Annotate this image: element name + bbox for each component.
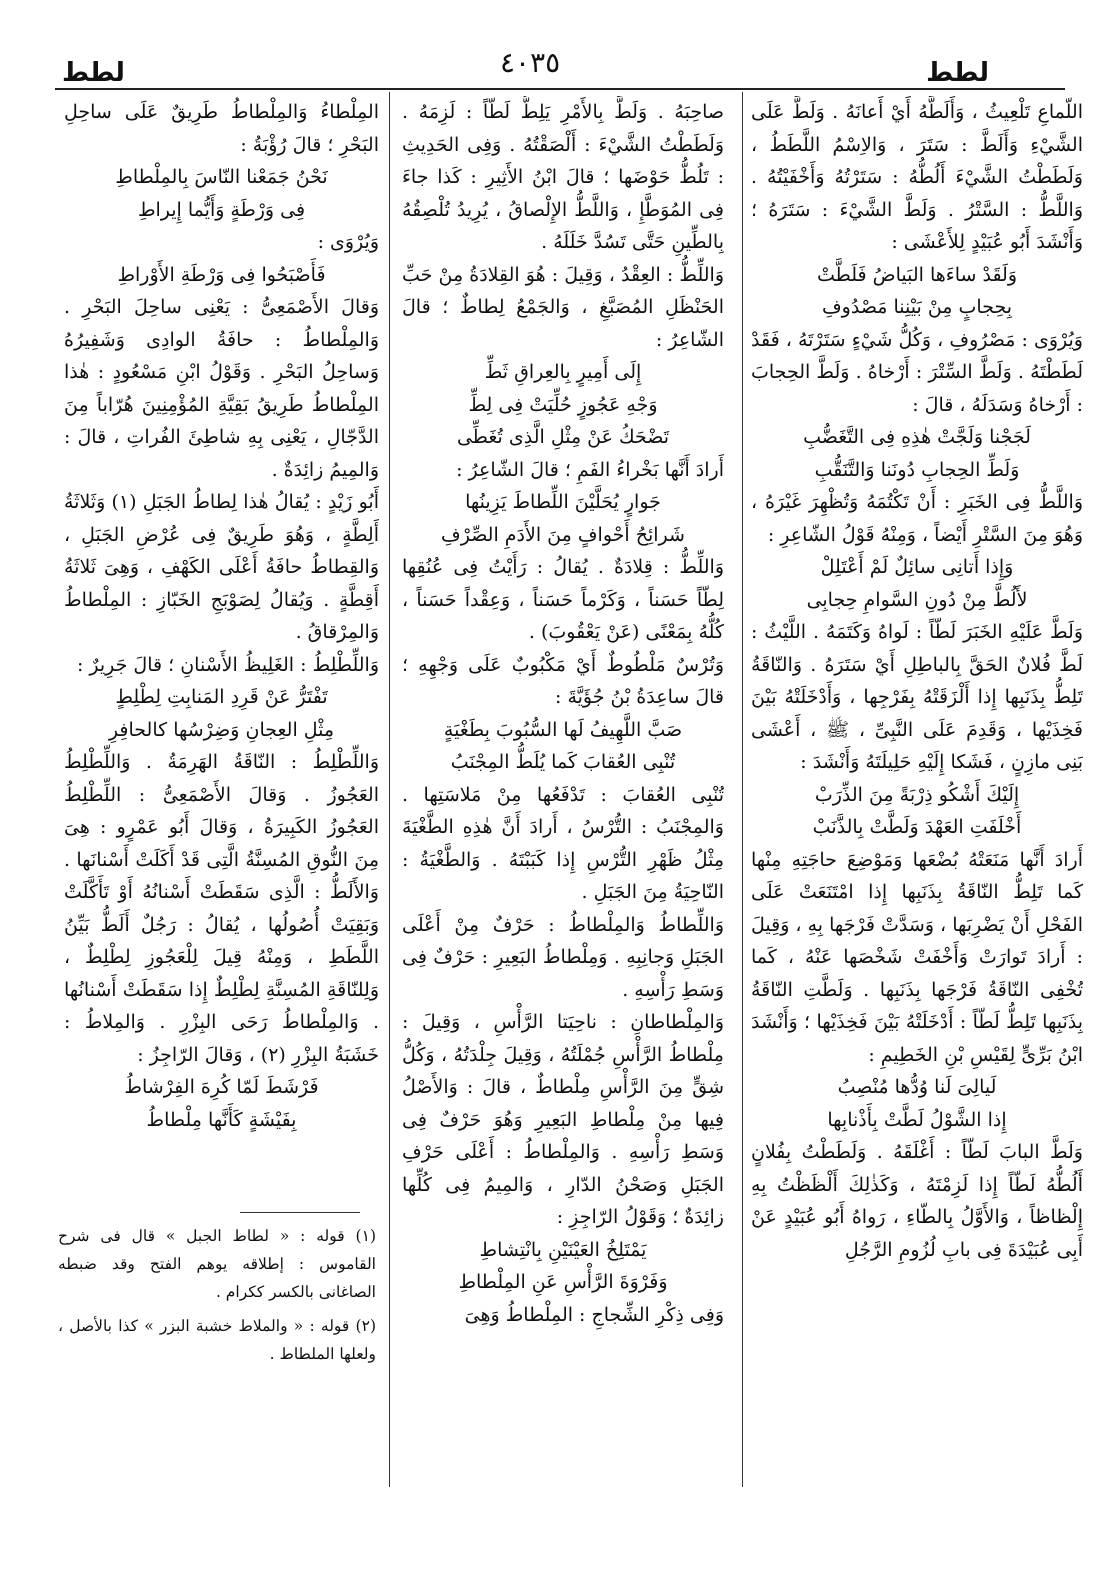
entry-paragraph: وَاللِّطْلِطُ : النّاقَةُ الهَرِمَةُ . وَاللِّطْلِطُ العَجُوزُ . وَقالَ الأَصْمَعِىُّ : اللِّطْلِطُ العَجُوزُ الكَبِيرَةُ ، وَقالَ أَبُو عَمْرٍو : هِىَ مِنَ النُّوقِ المُسِنَّةُ الَّتِى قَدْ أَكَلَتْ أَسْنانَها . وَالأَلَطُّ : الَّذِى سَقَطَتْ أَسْنانُهُ أَوْ تَأَكَّلَتْ وَبَقِيَتْ أُصُولُها ، يُقالُ : رَجُلٌ أَلَطُّ بَيِّنُ اللَّطَطِ ، وَمِنْهُ قِيلَ لِلْعَجُوزِ لِطْلِطٌ ، وَلِلنّاقَةِ المُسِنَّةِ لِطْلِطٌ إِذا سَقَطَتْ أَسْنانُها . وَالمِلْطاطُ رَحَى البِزْرِ . وَالمِلاطُ : خَشَبَةُ البِزْرِ (٢) ، وَقالَ الرّاجِزُ : [64, 751, 379, 1066]
verse-line: لَجَجْنا وَلَجَّتْ هٰذِهِ فِى التَّغَضُّبِ [803, 426, 1031, 448]
footnotes [58, 1222, 376, 1374]
verse-line: نَحْنُ جَمَعْنا النّاسَ بِالمِلْطاطِ [115, 166, 328, 188]
verse-line: وَجْهِ عَجُوزٍ حُلِّيَتْ فِى لِطِّ [468, 393, 658, 416]
footnote: (٢) قوله : « والملاط خشبة البزر » كذا بالأصل ، ولعلها الملطاط . [58, 1317, 376, 1363]
entry-paragraph: وَيُرْوَى : [317, 231, 379, 253]
column-divider-right [742, 92, 743, 1487]
verse-line: لأَلُطَّ مِنْ دُونِ السَّوامِ حِجابِى [806, 588, 1028, 611]
running-head-left: لطط [62, 58, 125, 88]
entry-paragraph: وَاللِّطُّ : قِلادَةٌ . يُقالُ : رَأَيْتُ فِى عُنُقِها لِطّاً حَسَناً ، وَكَرْماً حَسَناً ، وَعِقْداً حَسَناً ، كُلُّهُ بِمَعْنًى (عَنْ يَعْقُوبَ) . [402, 556, 724, 643]
entry-paragraph: وَقالَ الأَصْمَعِىُّ : يَعْنِى ساحِلَ البَحْرِ . وَالمِلْطاطُ : حافَةُ الوادِى وَشَفِيرُهُ وَساحِلُ البَحْرِ . وَقَوْلُ ابْنِ مَسْعُودٍ : هٰذا المِلْطاطُ طَرِيقُ بَقِيَّةِ المُؤْمِنِينَ هُرّاباً مِنَ الدَّجّالِ ، يَعْنِى بِهِ شاطِئَ الفُراتِ ، قالَ : وَالمِيمُ زائِدَةٌ . [64, 296, 379, 481]
entry-paragraph: أَبُو زَيْدٍ : يُقالُ هٰذا لِطاطُ الجَبَلِ (١) وَثَلاثَةُ أَلِطَّةٍ ، وَهُوَ طَرِيقٌ فِى عُرْضِ الجَبَلِ ، وَالقِطاطُ حافَةُ أَعْلَى الكَهْفِ ، وَهِىَ ثَلاثَةُ أَقِطَّةٍ . وَيُقالُ لِصَوْبَجِ الخَبّازِ : المِلْطاطُ وَالمِرْقاقُ . [64, 491, 379, 643]
footnote-rule [240, 1212, 360, 1213]
verse-line: إِلَيْكَ أَشْكُو ذِرْبَةً مِنَ الذِّرَبْ [814, 783, 1020, 806]
verse-line: صَبَّ اللَّهِيفُ لَها السُّبُوبَ بِطَغْيَةٍ [443, 718, 683, 741]
verse-line: بِحِجابٍ مِنْ بَيْنِنا مَصْدُوفِ [821, 296, 1013, 318]
running-head-right: لطط [926, 58, 989, 88]
footnote: (١) قوله : « لطاط الجبل » قال فى شرح القاموس : إطلاقه يوهم الفتح وقد ضبطه الصاغانى بالكسر ككرام . [58, 1227, 376, 1301]
entry-paragraph: وَيُرْوَى : مَصْرُوفِ ، وَكُلُّ شَيْءٍ سَتَرْتَهُ ، فَقَدْ لَطَطْتَهُ . وَلَطَّ السِّتْرَ : أَرْخاهُ . وَلَطَّ الحِجابَ : أَرْخاهُ وَسَدَلَهُ ، قالَ : [751, 328, 1083, 416]
verse-line: شَرائِحُ أَحْوافٍ مِنَ الأَدَمِ الصِّرْفِ [441, 523, 685, 546]
verse-line: يَمْتَلِخُ العَيْنَيْنِ بِانْتِشاطِ [479, 1238, 647, 1261]
verse-line: وَلَقَدْ ساءَها البَياضُ فَلَطَّتْ [816, 263, 1018, 286]
entry-paragraph: تُنْبِى العُقابَ : تَدْفَعُها مِنْ مَلاسَتِها . وَالمِجْنَبُ : التُّرْسُ ، أَرادَ أَنَّ هٰذِهِ الطَّغْيَةَ مِثْلُ ظَهْرِ التُّرْسِ إِذا كَبَبْتَهُ . وَالطَّغْيَةُ : النّاحِيَةُ مِنَ الجَبَلِ . [402, 783, 724, 903]
column-right [751, 96, 1083, 1491]
entry-paragraph: وَالمِلْطاطانِ : ناحِيَتا الرَّأْسِ ، وَقِيلَ : مِلْطاطُ الرَّأْسِ جُمْلَتُهُ ، وَقِيلَ جِلْدَتُهُ ، وَكُلُّ شِقٍّ مِنَ الرَّأْسِ مِلْطاطٌ ، قالَ : وَالأَصْلُ فِيها مِنْ مِلْطاطِ البَعِيرِ وَهُوَ حَرْفٌ فِى وَسَطِ رَأْسِهِ . وَالمِلْطاطُ : أَعْلَى حَرْفِ الجَبَلِ وَصَحْنُ الدّارِ ، وَالمِيمُ فِى كُلِّها زائِدَةٌ ؛ وَقَوْلُ الرّاجِزِ : [402, 1011, 724, 1228]
verse-line: تُنْبِى العُقابَ كَما يُلَطُّ المِجْنَبُ [450, 751, 676, 773]
verse-line: فَأَصْبَحُوا فِى وَرْطَةِ الأَوْراطِ [117, 263, 326, 286]
column-middle [402, 96, 724, 1491]
verse-line: تَفْتَرُّ عَنْ قَرِدِ المَنابِتِ لِطْلِطٍ [115, 686, 328, 708]
verse-line: وَفَرْوَةَ الرَّأْسِ عَنِ المِلْطاطِ [458, 1271, 668, 1293]
verse-line: وَإِذا أَتانِى سائِلٌ لَمْ أَعْتَلِلْ [820, 556, 1014, 578]
entry-paragraph: صاحِبَهُ . وَلَطَّ بِالأَمْرِ يَلِطُّ لَطّاً : لَزِمَهُ . وَلَطَطْتُ الشَّيْءَ : أَلْصَقْتُهُ . وَفِى الحَدِيثِ : تَلُطُّ حَوْضَها ؛ قالَ ابْنُ الأَثِيرِ : كَذا جاءَ فِى المُوَطَّإِ ، وَاللَّطُّ الإِلْصاقُ ، يُرِيدُ تُلْصِقُهُ بِالطِّينِ حَتَّى تَسُدَّ خَلَلَهُ . [402, 101, 724, 253]
entry-paragraph: وَاللِّطُّ : العِقْدُ ، وَقِيلَ : هُوَ القِلادَةُ مِنْ حَبِّ الحَنْظَلِ المُصَبَّغِ ، وَالجَمْعُ لِطاطٌ ؛ قالَ الشّاعِرُ : [402, 263, 724, 351]
entry-paragraph: وَاللِّطْلِطُ : الغَلِيظُ الأَسْنانِ ؛ قالَ جَرِيرٌ : [76, 653, 379, 676]
verse-line: جَوارٍ يُحَلَّيْنَ اللِّطاطَ يَزِينُها [465, 491, 661, 513]
verse-line: تَضْحَكُ عَنْ مِثْلِ الَّذِى تُغَطِّى [456, 426, 670, 448]
entry-paragraph: وَاللَّطُّ فِى الخَبَرِ : أَنْ تَكْتُمَهُ وَتُظْهِرَ غَيْرَهُ ، وَهُوَ مِنَ السَّتْرِ أَيْضاً ، وَمِنْهُ قَوْلُ الشّاعِرِ : [751, 491, 1083, 546]
verse-line: بِفَيْشَةٍ كَأَنَّها مِلْطاطُ [146, 1108, 297, 1131]
page-number: ٤٠٣٥ [500, 46, 561, 79]
entry-paragraph: أَرادَ أَنَّها مَنَعَتْهُ بُضْعَها وَمَوْضِعَ حاجَتِهِ مِنْها كَما تَلِطُّ النّاقَةُ بِذَنَبِها إِذا امْتَنَعَتْ عَلَى الفَحْلِ أَنْ يَضْرِبَها ، وَسَدَّتْ فَرْجَها بِهِ ، وَقِيلَ : أَرادَ تَوارَتْ وَأَخْفَتْ شَخْصَها عَنْهُ ، كَما تُخْفِى النّاقَةُ فَرْجَها بِذَنَبِها . وَلَطَّتِ النّاقَةُ بِذَنَبِها تَلِطُّ لَطّاً : أَدْخَلَتْهُ بَيْنَ فَخِذَيْها ؛ وَأَنْشَدَ ابْنُ بَرِّىٍّ لِقَيْسِ بْنِ الخَطِيمِ : [751, 848, 1083, 1066]
verse-line: إِذا الشَّوْلُ لَطَّتْ بِأَذْنابِها [827, 1108, 1007, 1131]
verse-line: أَخْلَفَتِ العَهْدَ وَلَطَّتْ بِالذَّنَبْ [812, 816, 1022, 838]
verse-line: إِلَى أَمِيرٍ بِالعِراقِ ثَطِّ [484, 361, 642, 383]
entry-paragraph: أَرادَ أَنَّها بَخْراءُ الفَمِ ؛ قالَ الشّاعِرُ : [456, 458, 724, 481]
verse-line: لَيالِىَ لَنا وُدُّها مُنْصِبُ [837, 1076, 997, 1098]
entry-paragraph: وَاللِّطاطُ وَالمِلْطاطُ : حَرْفٌ مِنْ أَعْلَى الجَبَلِ وَجانِبِهِ . وَمِلْطاطُ البَعِيرِ : حَرْفٌ فِى وَسَطِ رَأْسِهِ . [402, 913, 724, 1001]
verse-line: وَلَطِّ الحِجابِ دُونَنا وَالتَّنَقُّبِ [814, 458, 1020, 481]
entry-paragraph: اللّماعِ تَلْعِيثُ ، وَأَلَطَّهُ أَيْ أَعانَهُ . وَلَطَّ عَلَى الشَّيْءِ وَأَلَطَّ : سَتَرَ ، وَالاِسْمُ اللَّطَطُ ، وَلَطَطْتُ الشَّيْءَ أَلُطُّهُ : سَتَرْتُهُ وَأَخْفَيْتُهُ . وَاللَّطُّ : السَّتْرُ . وَلَطَّ الشَّيْءَ : سَتَرَهُ ؛ وَأَنْشَدَ أَبُو عُبَيْدٍ لِلأَعْشَى : [751, 101, 1083, 253]
header-rule [55, 88, 1065, 90]
entry-paragraph: وَتُرْسٌ مَلْطُوطٌ أَيْ مَكْبُوبٌ عَلَى وَجْهِهِ ؛ قالَ ساعِدَةُ بْنُ جُؤَيَّةَ : [402, 653, 724, 708]
verse-line: مِثْلِ العِجانِ وَضِرْسُها كالحافِرِ [108, 718, 335, 741]
entry-paragraph: وَفِى ذِكْرِ الشِّجاجِ : المِلْطاطُ وَهِىَ [464, 1303, 724, 1326]
verse-line: فَرْشَطَ لَمّا كُرِهَ الفِرْشاطُ [124, 1076, 319, 1098]
verse-line: فِى وَرْطَةٍ وَأَيُّما إِيراطِ [137, 198, 306, 221]
entry-paragraph: المِلْطاءُ وَالمِلْطاطُ طَرِيقٌ عَلَى ساحِلِ البَحْرِ ؛ قالَ رُؤْبَةُ : [64, 101, 379, 156]
entry-paragraph: وَلَطَّ البابَ لَطّاً : أَغْلَقَهُ . وَلَطَطْتُ بِفُلانٍ أَلُطُّهُ لَطّاً إِذا لَزِمْتَهُ ، وَكَذٰلِكَ أَلْظَظْتُ بِهِ إِلْظاظاً ، وَالأَوَّلُ بِالطّاءِ ، رَواهُ أَبُو عُبَيْدٍ عَنْ أَبِى عُبَيْدَةَ فِى بابِ لُزُومِ الرَّجُلِ [751, 1141, 1083, 1261]
column-divider-left [389, 92, 390, 1487]
entry-paragraph: وَلَطَّ عَلَيْهِ الخَبَرَ لَطّاً : لَواهُ وَكَتَمَهُ . اللَّيْثُ : لَطَّ فُلانٌ الحَقَّ بِالباطِلِ أَيْ سَتَرَهُ . وَالنّاقَةُ تَلِطُّ بِذَنَبِها إِذا أَلْزَقَتْهُ بِفَرْجِها ، وَأَدْخَلَتْهُ بَيْنَ فَخِذَيْها ، وَقَدِمَ عَلَى النَّبِىِّ ، ﷺ ، أَعْشَى بَنِى مازِنٍ ، فَشَكا إِلَيْهِ حَلِيلَتَهُ وَأَنْشَدَ : [751, 621, 1083, 773]
